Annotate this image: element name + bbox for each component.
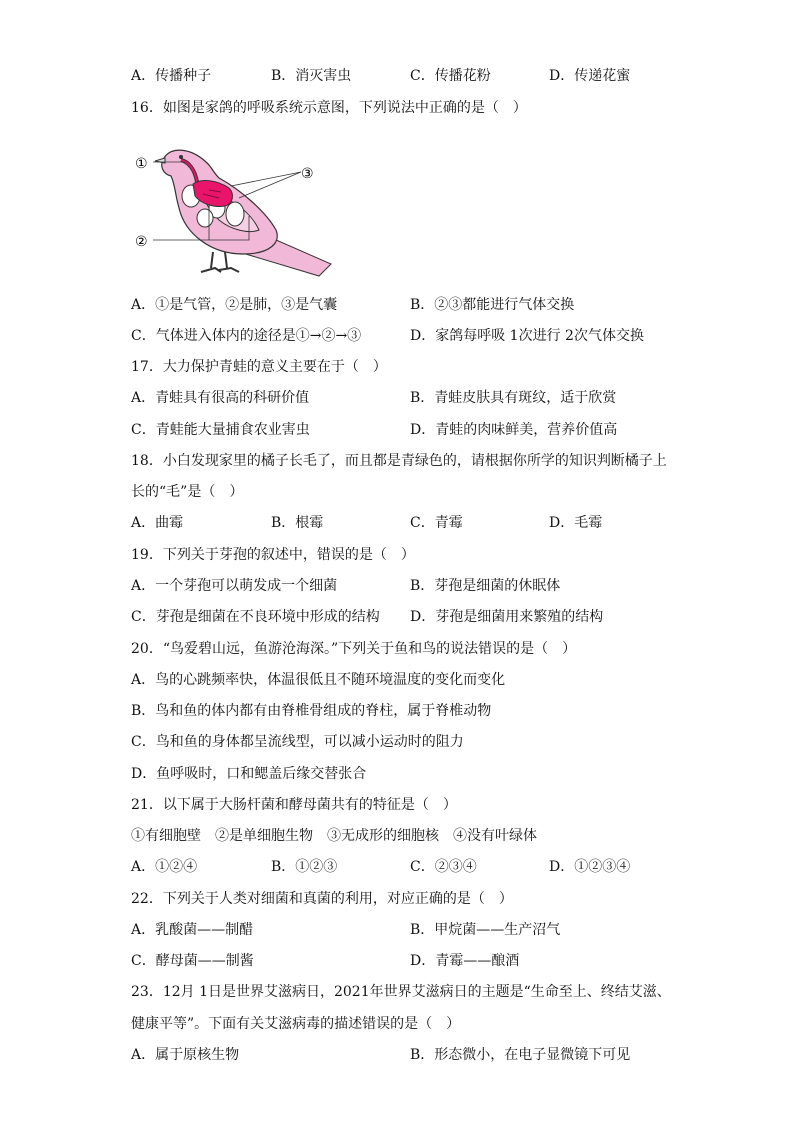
q21-statements: ①有细胞壁 ②是单细胞生物 ③无成形的细胞核 ④没有叶绿体 [131,828,537,844]
pigeon-respiratory-diagram [131,134,336,284]
q23-option-a[interactable]: A．属于原核生物 [131,1047,240,1063]
q20-option-b[interactable]: B．鸟和鱼的体内都有由脊椎骨组成的脊柱，属于脊椎动物 [131,703,492,719]
q22-option-a[interactable]: A．乳酸菌——制醋 [131,922,254,938]
q20-option-c[interactable]: C．鸟和鱼的身体都呈流线型，可以减小运动时的阻力 [131,734,464,750]
q23-option-b[interactable]: B．形态微小，在电子显微镜下可见 [410,1047,631,1063]
q21-option-d[interactable]: D．①②③④ [549,859,631,875]
figure-label-3: ③ [301,166,314,182]
q19-option-a[interactable]: A．一个芽孢可以萌发成一个细菌 [131,578,338,594]
q19-option-d[interactable]: D．芽孢是细菌用来繁殖的结构 [410,609,604,625]
q17-option-a[interactable]: A．青蛙具有很高的科研价值 [131,390,310,406]
q15-option-b[interactable]: B．消灭害虫 [271,68,352,84]
q17-option-d[interactable]: D．青蛙的肉味鲜美，营养价值高 [410,422,618,438]
q15-option-a[interactable]: A．传播种子 [131,68,212,84]
q20-option-a[interactable]: A．鸟的心跳频率快，体温很低且不随环境温度的变化而变化 [131,672,506,688]
q15-option-d[interactable]: D．传递花蜜 [549,68,631,84]
q17-option-b[interactable]: B．青蛙皮肤具有斑纹，适于欣赏 [410,390,617,406]
q22-option-b[interactable]: B．甲烷菌——生产沼气 [410,922,561,938]
q23-stem-line1: 23．12月 1日是世界艾滋病日，2021年世界艾滋病日的主题是“生命至上、终结艾滋、 [131,984,671,1000]
q23-stem-line2: 健康平等”。下面有关艾滋病毒的描述错误的是（ ） [131,1016,461,1032]
q16-option-d[interactable]: D．家鸽每呼吸 1次进行 2次气体交换 [410,328,644,344]
q18-option-b[interactable]: B．根霉 [271,515,324,531]
q18-stem-line2: 长的“毛”是（ ） [131,484,244,500]
q20-stem: 20．“鸟爱碧山远，鱼游沧海深。”下列关于鱼和鸟的说法错误的是（ ） [131,641,577,657]
q18-option-a[interactable]: A．曲霉 [131,515,184,531]
q17-option-c[interactable]: C．青蛙能大量捕食农业害虫 [131,422,310,438]
q21-option-c[interactable]: C．②③④ [410,859,477,875]
q21-stem: 21．以下属于大肠杆菌和酵母菌共有的特征是（ ） [131,797,457,813]
q21-option-b[interactable]: B．①②③ [271,859,338,875]
q16-option-c[interactable]: C．气体进入体内的途径是①→②→③ [131,328,362,344]
q19-stem: 19．下列关于芽孢的叙述中，错误的是（ ） [131,547,415,563]
q17-stem: 17．大力保护青蛙的意义主要在于（ ） [131,359,387,375]
q22-stem: 22．下列关于人类对细菌和真菌的利用，对应正确的是（ ） [131,891,513,907]
q16-stem: 16．如图是家鸽的呼吸系统示意图，下列说法中正确的是（ ） [131,100,527,116]
q21-option-a[interactable]: A．①②④ [131,859,198,875]
q18-stem-line1: 18．小白发现家里的橘子长毛了，而且都是青绿色的，请根据你所学的知识判断橘子上 [131,453,667,469]
q18-option-c[interactable]: C．青霉 [410,515,463,531]
figure-label-1: ① [135,156,148,172]
q16-option-b[interactable]: B．②③都能进行气体交换 [410,297,575,313]
q19-option-b[interactable]: B．芽孢是细菌的休眠体 [410,578,561,594]
q22-option-c[interactable]: C．酵母菌——制酱 [131,953,254,969]
q19-option-c[interactable]: C．芽孢是细菌在不良环境中形成的结构 [131,609,380,625]
q20-option-d[interactable]: D．鱼呼吸时，口和鳃盖后缘交替张合 [131,766,367,782]
q22-option-d[interactable]: D．青霉——酿酒 [410,953,520,969]
q15-option-c[interactable]: C．传播花粉 [410,68,491,84]
figure-label-2: ② [135,234,148,250]
q18-option-d[interactable]: D．毛霉 [549,515,603,531]
q16-option-a[interactable]: A．①是气管，②是肺，③是气囊 [131,297,338,313]
